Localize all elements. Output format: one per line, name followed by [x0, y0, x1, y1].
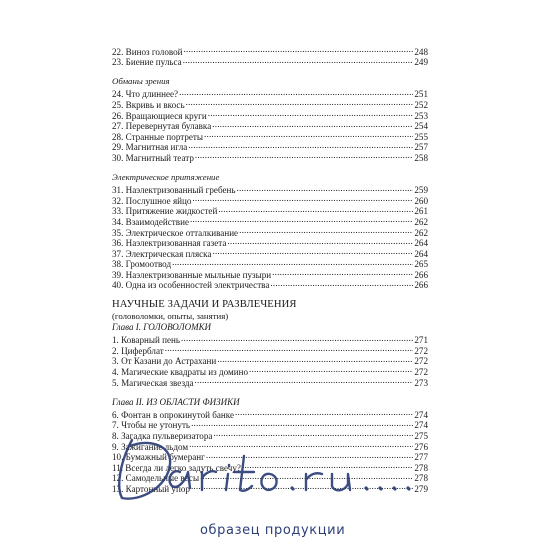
toc-entry: 5. Магическая звезда ..... 273: [112, 375, 428, 386]
toc-entry: 11. Всегда ли легко задуть свечу? ..... 278: [112, 460, 428, 471]
toc-entry: 23. Биение пульса ..... 249: [112, 55, 428, 66]
toc-entry: 10. Бумажный бумеранг ..... 277: [112, 450, 428, 461]
toc-entry: 40. Одна из особенностей электричества ..... 266: [112, 278, 428, 289]
toc-entry: 4. Магические квадраты из домино ..... 272: [112, 364, 428, 375]
chapter-title: Глава I. ГОЛОВОЛОМКИ: [112, 322, 212, 333]
toc-entry: 34. Взаимодействие ..... 262: [112, 214, 428, 225]
toc-entry: 24. Что длиннее? ..... 251: [112, 87, 428, 98]
toc-entry: 6. Фонтан в опрокинутой банке ..... 274: [112, 407, 428, 418]
toc-entry: 8. Загадка пульверизатора ..... 275: [112, 428, 428, 439]
part-title: НАУЧНЫЕ ЗАДАЧИ И РАЗВЛЕЧЕНИЯ: [112, 299, 297, 311]
chapter-title: Глава II. ИЗ ОБЛАСТИ ФИЗИКИ: [112, 396, 240, 407]
toc-entry: 31. Наэлектризованный гребень ..... 259: [112, 183, 428, 194]
toc-entry: 7. Чтобы не утонуть ..... 274: [112, 418, 428, 429]
toc-entry: 35. Электрическое отталкивание ..... 262: [112, 225, 428, 236]
toc-entry: 36. Наэлектризованная газета ..... 264: [112, 236, 428, 247]
toc-entry: 12. Самодельные весы ..... 278: [112, 471, 428, 482]
toc-entry: 13. Картонный упор ..... 279: [112, 481, 428, 492]
toc-entry: 28. Странные портреты ..... 255: [112, 129, 428, 140]
toc-entry: 37. Электрическая пляска ..... 264: [112, 246, 428, 257]
toc-entry: 1. Коварный пень ..... 271: [112, 333, 428, 344]
section-title: Обманы зрения: [112, 76, 170, 87]
toc-entry: 33. Притяжение жидкостей ..... 261: [112, 204, 428, 215]
toc-entry: 38. Громоотвод ..... 265: [112, 257, 428, 268]
watermark-logo: [110, 432, 450, 512]
toc-entry: 25. Вкривь и вкось ..... 252: [112, 97, 428, 108]
toc-entry: 27. Перевернутая булавка ..... 254: [112, 119, 428, 130]
toc-entry: 22. Виноз головой ..... 248: [112, 44, 428, 55]
toc-entry: 32. Послушное яйцо ..... 260: [112, 193, 428, 204]
watermark-caption: образец продукции: [200, 523, 346, 538]
toc-entry: 9. Зажигание льдом ..... 276: [112, 439, 428, 450]
toc-entry: 26. Вращающиеся круги ..... 253: [112, 108, 428, 119]
section-title: Электрическое притяжение: [112, 171, 220, 182]
toc-entry: 39. Наэлектризованные мыльные пузыри ..... 266: [112, 267, 428, 278]
toc-entry: 3. От Казани до Астрахани ..... 272: [112, 354, 428, 365]
table-of-contents: [112, 44, 428, 492]
toc-entry: 30. Магнитный театр ..... 258: [112, 150, 428, 161]
toc-entry: 2. Циферблат ..... 272: [112, 343, 428, 354]
part-subtitle: (головоломки, опыты, занятия): [112, 311, 229, 322]
toc-entry: 29. Магнитная игла ..... 257: [112, 140, 428, 151]
